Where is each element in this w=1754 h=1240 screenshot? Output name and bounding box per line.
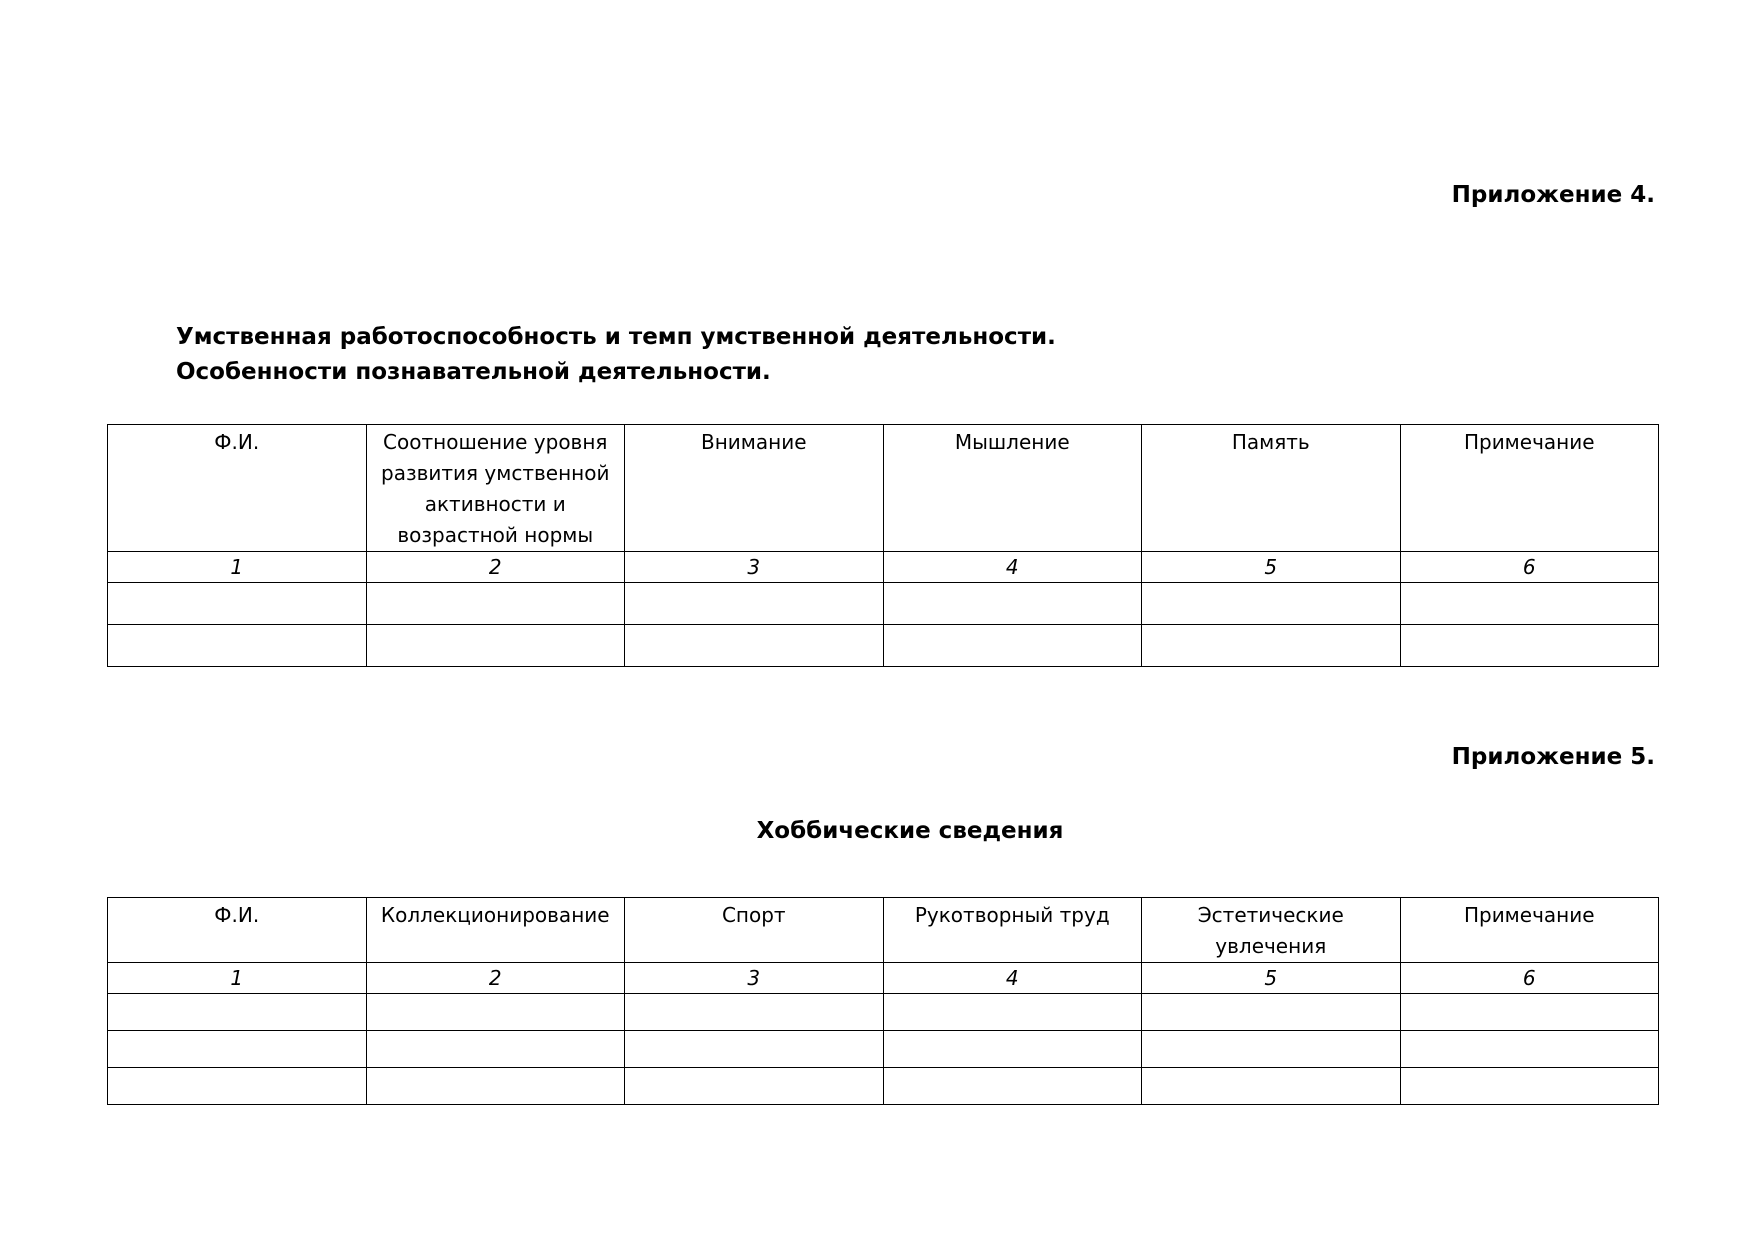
table-row [108,1031,1659,1068]
appendix-5-label: Приложение 5. [1451,744,1655,770]
column-header-attention: Внимание [625,425,884,552]
column-header-sport: Спорт [625,898,884,963]
empty-cell [1400,1068,1659,1105]
hobby-info-table [107,897,1659,1105]
column-number: 2 [366,552,625,583]
column-header-ratio: Соотношение уровня развития умственной активности и возрастной нормы [366,425,625,552]
empty-cell [366,994,625,1031]
empty-cell [366,583,625,625]
table-row [108,1068,1659,1105]
heading-line-1: Умственная работоспособность и темп умственной деятельности. [176,324,1056,350]
column-header-name: Ф.И. [108,425,367,552]
table-row [108,625,1659,667]
empty-cell [366,1068,625,1105]
empty-cell [1400,1031,1659,1068]
column-number: 4 [883,963,1142,994]
empty-cell [1400,583,1659,625]
column-number: 5 [1142,963,1401,994]
column-header-handicraft: Рукотворный труд [883,898,1142,963]
appendix-5-heading: Хоббические сведения [756,818,1064,844]
empty-cell [883,994,1142,1031]
empty-cell [625,583,884,625]
empty-cell [1142,625,1401,667]
empty-cell [1400,994,1659,1031]
column-header-note: Примечание [1400,898,1659,963]
column-number-row [108,552,1659,583]
empty-cell [108,625,367,667]
column-header-memory: Память [1142,425,1401,552]
heading-line-2: Особенности познавательной деятельности. [176,359,771,385]
table-row [108,994,1659,1031]
column-number: 4 [883,552,1142,583]
column-header-thinking: Мышление [883,425,1142,552]
column-number: 6 [1400,552,1659,583]
empty-cell [625,1031,884,1068]
empty-cell [1142,1068,1401,1105]
empty-cell [883,583,1142,625]
column-header-name: Ф.И. [108,898,367,963]
column-number-row [108,963,1659,994]
empty-cell [883,625,1142,667]
empty-cell [1142,994,1401,1031]
appendix-4-label: Приложение 4. [1451,182,1655,208]
empty-cell [366,625,625,667]
empty-cell [1142,1031,1401,1068]
empty-cell [1142,583,1401,625]
column-header-aesthetic: Эстетические увлечения [1142,898,1401,963]
empty-cell [108,1031,367,1068]
empty-cell [108,1068,367,1105]
column-header-note: Примечание [1400,425,1659,552]
empty-cell [625,994,884,1031]
empty-cell [1400,625,1659,667]
column-header-collecting: Коллекционирование [366,898,625,963]
column-number: 6 [1400,963,1659,994]
table-header-row [108,898,1659,963]
empty-cell [883,1031,1142,1068]
empty-cell [366,1031,625,1068]
column-number: 2 [366,963,625,994]
empty-cell [883,1068,1142,1105]
empty-cell [625,625,884,667]
appendix-4-heading [176,320,1056,390]
column-number: 1 [108,963,367,994]
column-number: 5 [1142,552,1401,583]
column-number: 3 [625,552,884,583]
table-row [108,583,1659,625]
column-number: 1 [108,552,367,583]
table-header-row [108,425,1659,552]
empty-cell [108,583,367,625]
cognitive-activity-table [107,424,1659,667]
column-number: 3 [625,963,884,994]
empty-cell [625,1068,884,1105]
empty-cell [108,994,367,1031]
